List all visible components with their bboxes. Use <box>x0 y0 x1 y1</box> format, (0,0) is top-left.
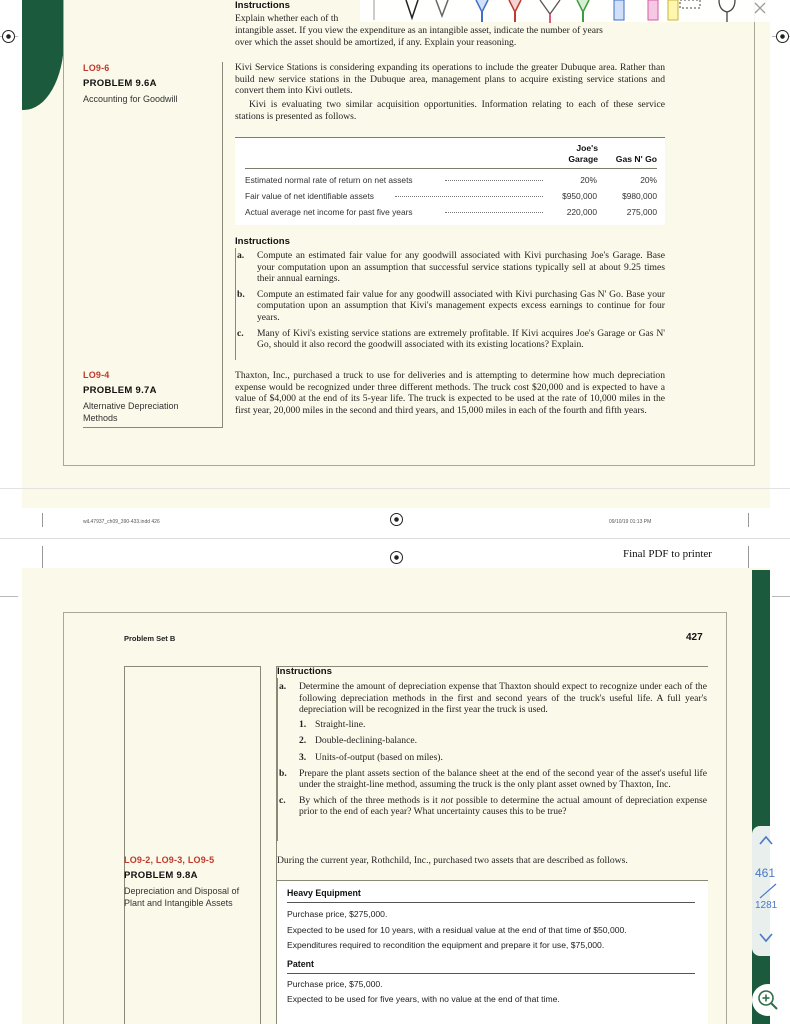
heading-rule <box>287 902 695 903</box>
highlighter-pink[interactable] <box>646 0 660 29</box>
instructions-rule <box>235 248 236 360</box>
intro-line: Explain whether each of th <box>235 13 339 24</box>
close-toolbar-icon[interactable] <box>752 0 768 21</box>
heavy-equipment-line: Expenditures required to recondition the equipment and prepare it for use, $75,000. <box>287 940 605 950</box>
item-text-emphasis: not <box>440 794 454 806</box>
timestamp-footer: 09/10/19 01:13 PM <box>609 519 652 525</box>
crop-mark <box>42 546 43 568</box>
sidebar-box <box>124 666 261 1024</box>
item-text: Determine the amount of depreciation expense that Thaxton should expect to recognize under each of the following depreciation methods in the first and second years of the truck's useful life. A full year's depreciation will be recognized in the first year the truck is used. <box>299 681 707 716</box>
pen-tool-green[interactable] <box>573 0 593 29</box>
patent-heading: Patent <box>287 959 314 969</box>
heavy-equipment-line: Purchase price, $275,000. <box>287 909 388 919</box>
table-row <box>245 191 657 203</box>
registration-mark <box>390 513 403 526</box>
crop-mark <box>748 513 749 527</box>
file-footer: wiL47937_ch09_390-433.indd 426 <box>83 519 160 525</box>
toolbar-graphics <box>360 0 775 24</box>
chevron-down-icon <box>758 932 774 944</box>
highlighter-blue[interactable] <box>612 0 626 29</box>
shape-tool[interactable] <box>717 0 741 29</box>
header-rule <box>245 168 657 169</box>
problem-9-7a-paragraph: Thaxton, Inc., purchased a truck to use for deliveries and is attempting to determine how much depreciation expense would be recognized under three different methods. The truck cost $20,000 and is expected to have a value of $4,000 at the end of its 5-year life. The truck is expected to be used at the rate of 10,000 miles in the first year, 20,000 miles in the second and third years, and 15,000 miles in each of the fourth and fifth years. <box>235 370 665 416</box>
item-label: b. <box>279 767 287 779</box>
heavy-equipment-heading: Heavy Equipment <box>287 888 361 898</box>
next-page-button[interactable] <box>754 926 778 950</box>
heavy-equipment-line: Expected to be used for 10 years, with a residual value at the end of that time of $50,000. <box>287 925 627 935</box>
item-text-part: By which of the three methods is it <box>299 794 441 806</box>
lasso-select-tool[interactable] <box>678 0 702 29</box>
crop-mark <box>42 513 43 527</box>
column-header-gas-n-go: Gas N' Go <box>615 154 657 164</box>
total-pages: 1281 <box>755 900 778 911</box>
instruction-item <box>279 768 707 791</box>
instructions-heading: Instructions <box>277 666 332 677</box>
previous-page-button[interactable] <box>754 828 778 852</box>
learning-objective: LO9-4 <box>83 370 110 380</box>
pen-tool-gray[interactable] <box>432 0 452 29</box>
page-number: 427 <box>686 632 703 643</box>
instructions-heading: Instructions <box>235 236 290 247</box>
item-text-part: possible to determine the actual amount of depreciation expense prior to the end of each year? What uncertainty causes this to be true? <box>299 794 707 818</box>
method-number: 3. <box>299 751 307 763</box>
item-text <box>299 795 707 818</box>
crop-mark <box>748 546 749 568</box>
cell-gas-n-go: 20% <box>640 175 657 185</box>
row-label: Actual average net income for past five years <box>245 207 413 217</box>
instructions-list <box>279 681 707 818</box>
item-label: a. <box>279 681 287 692</box>
problem-subtitle: Alternative Depreciation Methods <box>83 401 179 423</box>
current-page-number: 461 <box>755 866 776 880</box>
problem-9-6a-sidebar <box>83 63 223 105</box>
zoom-in-icon <box>757 989 779 1011</box>
intro-line: over which the asset should be amortized, if any. Explain your reasoning. <box>235 37 517 48</box>
cell-gas-n-go: 275,000 <box>626 207 657 217</box>
instructions-rule <box>277 678 278 841</box>
annotation-toolbar <box>360 0 775 24</box>
heading-rule <box>287 973 695 974</box>
patent-line: Expected to be used for five years, with no value at the end of that time. <box>287 994 560 1004</box>
page-divider-slash <box>758 882 778 900</box>
page-separator <box>0 488 790 489</box>
method-item <box>279 735 707 747</box>
learning-objective: LO9-2, LO9-3, LO9-5 <box>124 855 215 865</box>
registration-mark <box>776 30 789 43</box>
problem-set-label: Problem Set B <box>124 634 176 643</box>
problem-subtitle: Depreciation and Disposal of Plant and Intangible Assets <box>124 886 240 908</box>
cell-gas-n-go: $980,000 <box>622 191 657 201</box>
item-label: c. <box>279 794 286 806</box>
intro-line: intangible asset. If you view the expenditure as an intangible asset, indicate the number of years <box>235 25 603 36</box>
problem-title: PROBLEM 9.8A <box>124 870 198 881</box>
instruction-item <box>279 681 707 716</box>
instruction-item <box>237 328 665 351</box>
leader-dots <box>395 191 543 197</box>
registration-mark <box>2 30 15 43</box>
final-pdf-label: Final PDF to printer <box>623 548 712 560</box>
table-row <box>245 207 657 219</box>
method-number: 1. <box>299 718 307 730</box>
cell-joes-garage: 220,000 <box>566 207 597 217</box>
item-label: a. <box>237 250 245 261</box>
instructions-list <box>237 250 665 351</box>
cell-joes-garage: 20% <box>580 175 597 185</box>
problem-9-7a-sidebar <box>83 370 223 424</box>
problem-9-8a-sidebar <box>124 855 261 909</box>
problem-9-6a-paragraph: Kivi is evaluating two similar acquisition opportunities. Information relating to each of these service stations is presented as follows. <box>235 99 665 122</box>
asset-description-box <box>277 880 708 1024</box>
instruction-item <box>279 795 707 818</box>
method-item <box>279 719 707 731</box>
problem-title: PROBLEM 9.7A <box>83 385 157 396</box>
column-header-line: Garage <box>568 154 598 164</box>
item-text: Compute an estimated fair value for any goodwill associated with Kivi purchasing Gas N' Go. Base your computation upon an assumption that Kivi's management expects excess earnings to continue for four years. <box>257 288 665 323</box>
item-text: Compute an estimated fair value for any goodwill associated with Kivi purchasing Joe's Garage. Base your computation upon an assumption that successful service stations typically sell at about 9.25 times their annual earnings. <box>257 250 665 285</box>
learning-objective: LO9-6 <box>83 63 110 73</box>
table-row <box>245 175 657 187</box>
page-navigator <box>752 826 790 956</box>
method-text: Straight-line. <box>315 718 366 730</box>
method-text: Double-declining-balance. <box>315 735 418 747</box>
problem-title: PROBLEM 9.6A <box>83 78 157 89</box>
cell-joes-garage: $950,000 <box>562 191 597 201</box>
method-number: 2. <box>299 735 307 747</box>
item-text: Prepare the plant assets section of the balance sheet at the end of the second year of the asset's useful life under the straight-line method, assuming the truck is the only plant asset owned by Thaxton, Inc. <box>299 767 707 791</box>
method-text: Units-of-output (based on miles). <box>315 751 443 763</box>
item-text: Many of Kivi's existing service stations are extremely profitable. If Kivi acquires Joe's Garage or Gas N' Go, should it also record the goodwill associated with its existing locations? Explain. <box>257 327 665 351</box>
pen-tool-blue[interactable] <box>472 0 492 29</box>
column-header-line: Joe's <box>576 143 598 153</box>
patent-line: Purchase price, $75,000. <box>287 979 383 989</box>
column-header-joes-garage <box>553 143 598 165</box>
pen-tool-black[interactable] <box>402 0 422 29</box>
problem-9-8a-intro: During the current year, Rothchild, Inc., purchased two assets that are described as follows. <box>277 855 628 866</box>
leader-dots <box>445 175 543 181</box>
item-label: c. <box>237 327 244 339</box>
instructions-heading: Instructions <box>235 0 290 11</box>
row-label: Fair value of net identifiable assets <box>245 191 374 201</box>
problem-9-6a-paragraph: Kivi Service Stations is considering expanding its operations to include the greater Dubuque area. Rather than build new service stations in the Dubuque area, management plans to acquire existing service stations and convert them into Kivi outlets. <box>235 62 665 97</box>
item-label: b. <box>237 288 245 300</box>
instruction-item <box>237 289 665 324</box>
instruction-item <box>237 250 665 285</box>
row-label: Estimated normal rate of return on net assets <box>245 175 413 185</box>
method-item <box>279 752 707 764</box>
crop-mark <box>0 596 18 597</box>
leader-dots <box>445 207 543 213</box>
chevron-up-icon <box>758 834 774 846</box>
crop-mark <box>772 596 790 597</box>
sidebar-bottom-rule <box>83 427 223 428</box>
pen-tool-red[interactable] <box>505 0 525 29</box>
acquisition-table <box>235 137 665 225</box>
problem-subtitle: Accounting for Goodwill <box>83 94 178 104</box>
zoom-in-button[interactable] <box>752 984 784 1016</box>
registration-mark <box>390 551 403 564</box>
pen-tool-pink[interactable] <box>538 0 562 29</box>
page-gap <box>0 538 790 539</box>
